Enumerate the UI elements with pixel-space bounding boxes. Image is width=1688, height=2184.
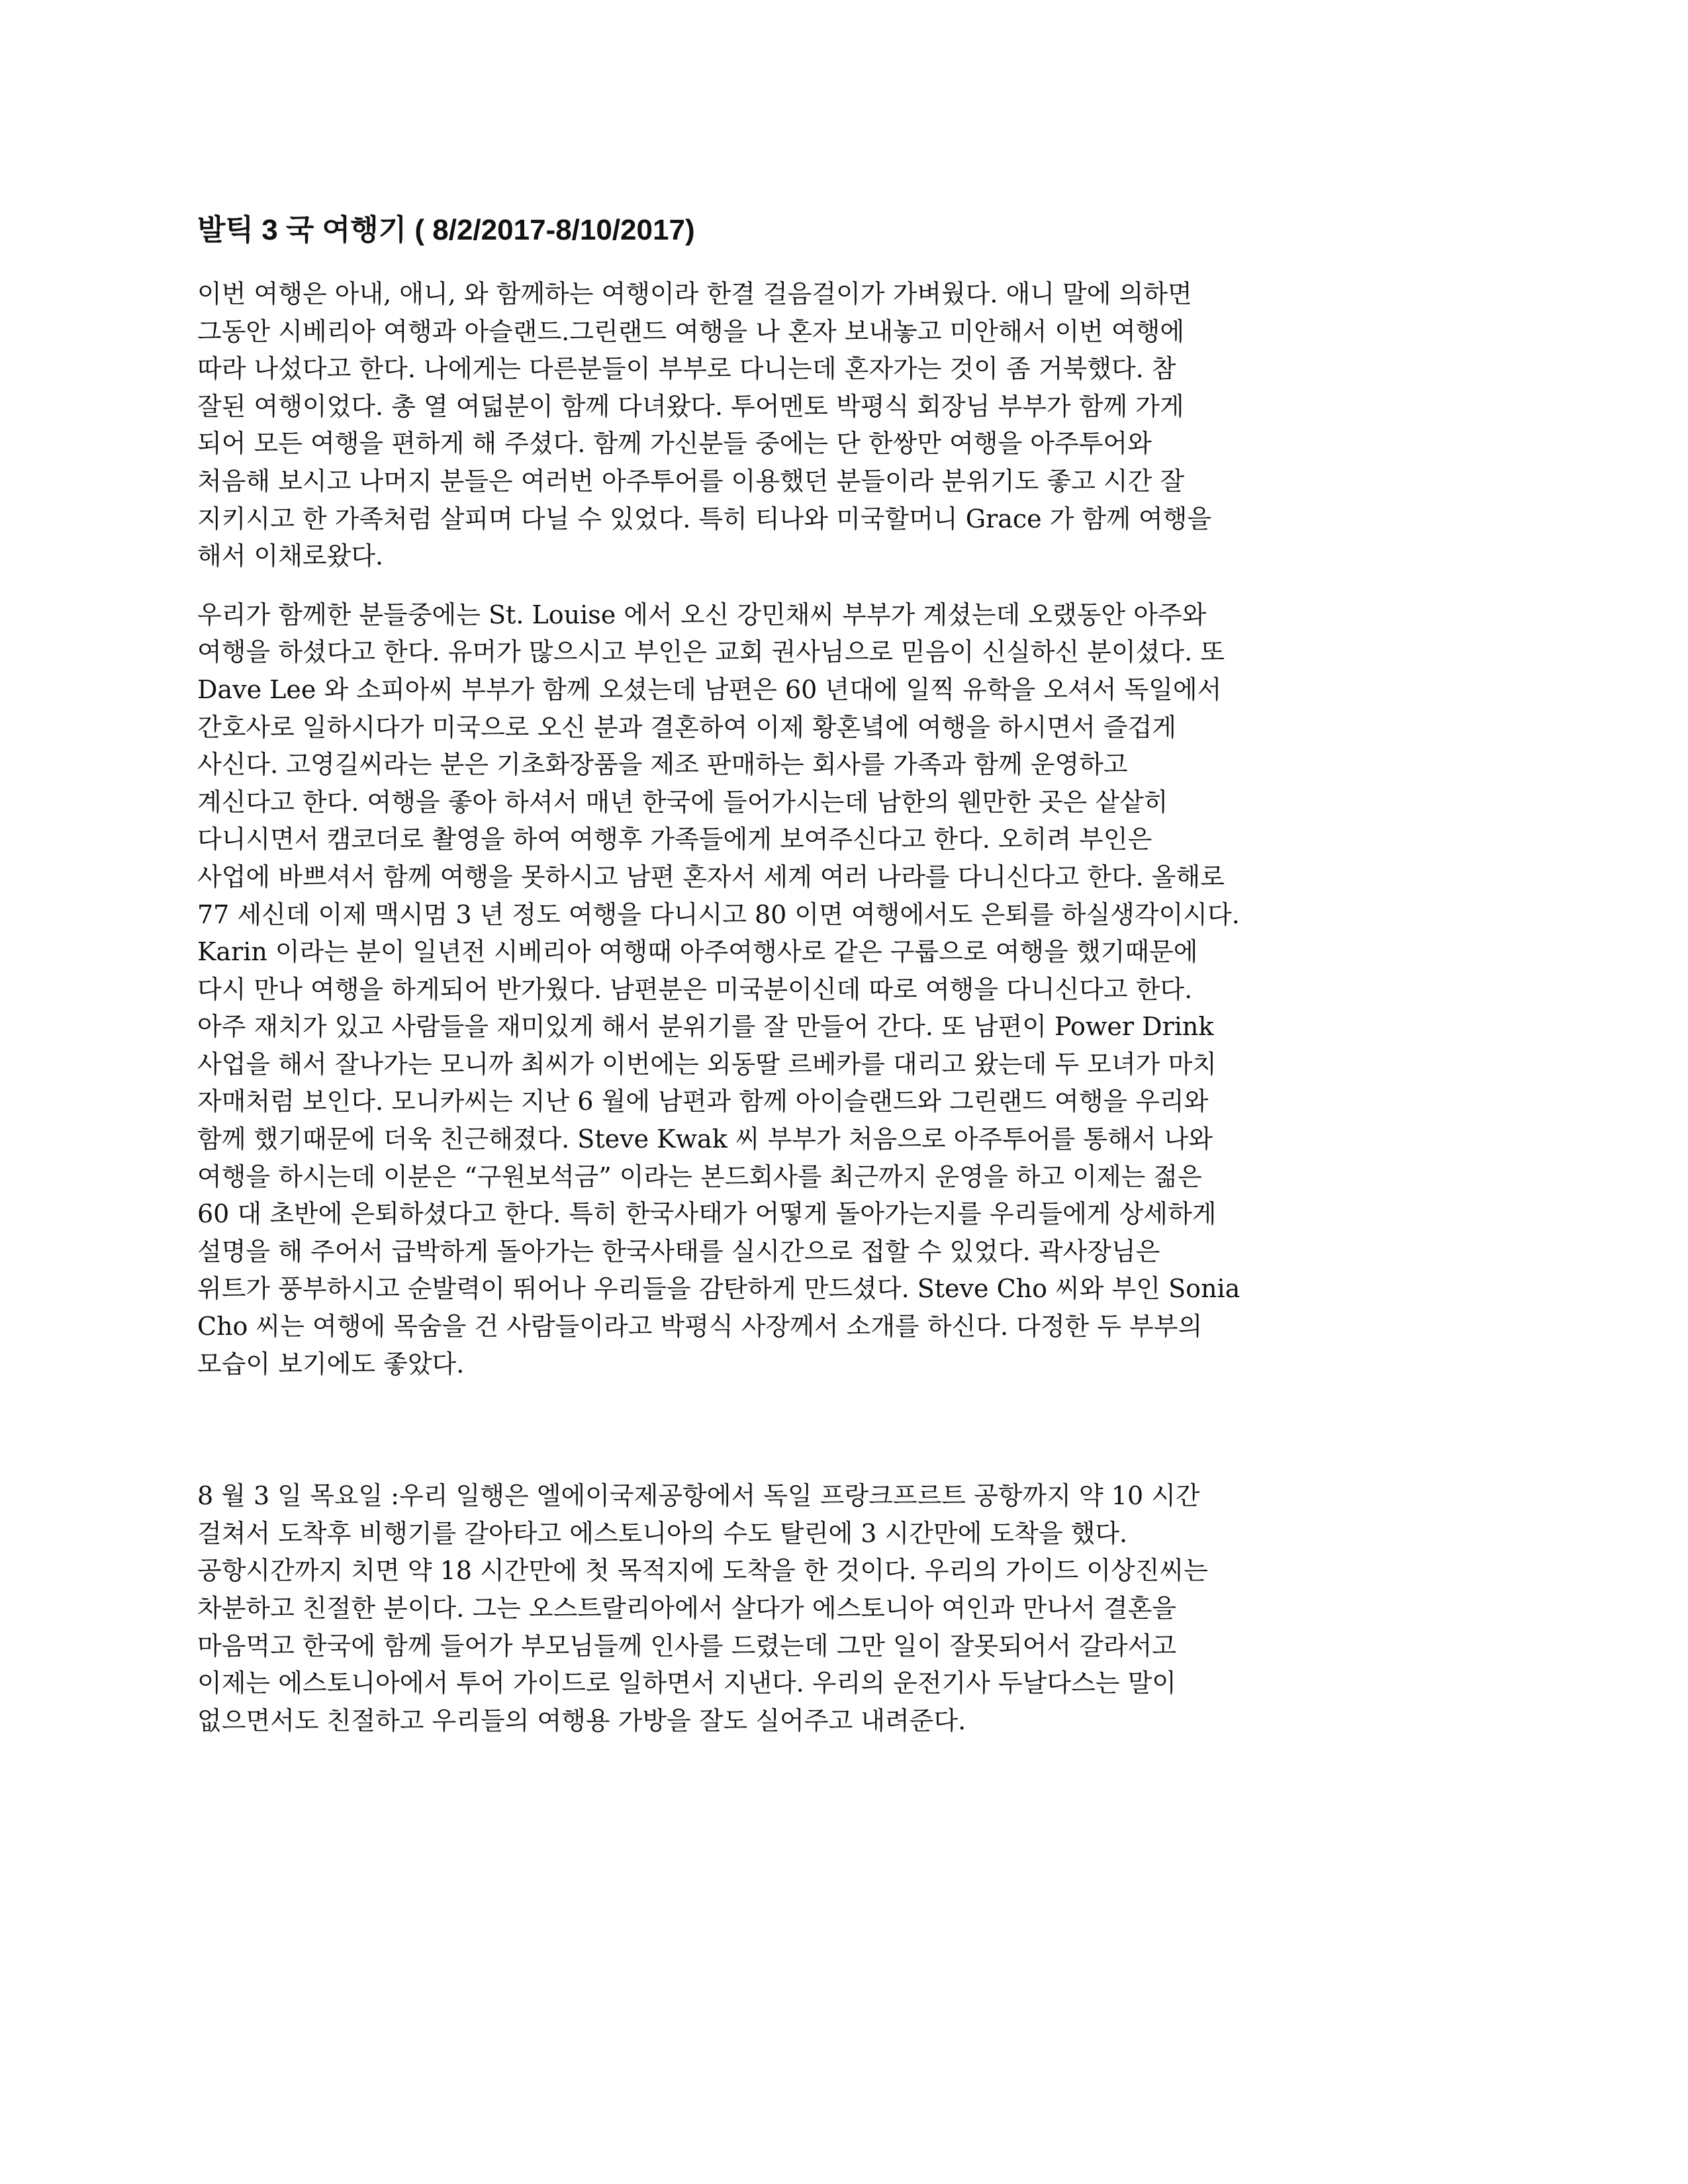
text-line: Cho 씨는 여행에 목숨을 건 사람들이라고 박평식 사장께서 소개를 하신다. 다정한 두 부부의 <box>197 1312 1203 1342</box>
text-line: 공항시간까지 치면 약 18 시간만에 첫 목적지에 도착을 한 것이다. 우리의 가이드 이상진씨는 <box>197 1556 1208 1586</box>
text-line: 60 대 초반에 은퇴하셨다고 한다. 특히 한국사태가 어떻게 돌아가는지를 우리들에게 상세하게 <box>197 1199 1217 1229</box>
text-line: 잘된 여행이었다. 총 열 여덟분이 함께 다녀왔다. 투어멘토 박평식 회장님 부부가 함께 가게 <box>197 391 1184 421</box>
text-line: Karin 이라는 분이 일년전 시베리아 여행때 아주여행사로 같은 구룹으로 여행을 했기때문에 <box>197 937 1198 967</box>
text-line: 처음해 보시고 나머지 분들은 여러번 아주투어를 이용했던 분들이라 분위기도 좋고 시간 잘 <box>197 466 1185 496</box>
text-line: 아주 재치가 있고 사람들을 재미있게 해서 분위기를 잘 만들어 간다. 또 남편이 Power Drink <box>197 1012 1214 1042</box>
text-line: 위트가 풍부하시고 순발력이 뛰어나 우리들을 감탄하게 만드셨다. Steve Cho 씨와 부인 Sonia <box>197 1274 1241 1304</box>
text-line: 간호사로 일하시다가 미국으로 오신 분과 결혼하여 이제 황혼녘에 여행을 하시면서 즐겁게 <box>197 712 1176 742</box>
text-line: 사업에 바쁘셔서 함께 여행을 못하시고 남편 혼자서 세계 여러 나라를 다니신다고 한다. 올해로 <box>197 862 1225 891</box>
text-line: Dave Lee 와 소피아씨 부부가 함께 오셨는데 남편은 60 년대에 일찍 유학을 오셔서 독일에서 <box>197 674 1222 704</box>
paragraph-companions <box>197 596 1501 1383</box>
paragraph-intro <box>197 275 1501 575</box>
text-line: 이번 여행은 아내, 애니, 와 함께하는 여행이라 한결 걸음걸이가 가벼웠다. 애니 말에 의하면 <box>197 279 1192 308</box>
text-line: 지키시고 한 가족처럼 살피며 다닐 수 있었다. 특히 티나와 미국할머니 Grace 가 함께 여행을 <box>197 504 1212 533</box>
text-line: 다니시면서 캠코더로 촬영을 하여 여행후 가족들에게 보여주신다고 한다. 오히려 부인은 <box>197 825 1152 854</box>
text-line: 여행을 하셨다고 한다. 유머가 많으시고 부인은 교회 권사님으로 믿음이 신실하신 분이셨다. 또 <box>197 637 1225 667</box>
text-line: 우리가 함께한 분들중에는 St. Louise 에서 오신 강민채씨 부부가 계셨는데 오랬동안 아주와 <box>197 600 1207 629</box>
text-line: 그동안 시베리아 여행과 아슬랜드.그린랜드 여행을 나 혼자 보내놓고 미안해서 이번 여행에 <box>197 316 1185 346</box>
text-line: 이제는 에스토니아에서 투어 가이드로 일하면서 지낸다. 우리의 운전기사 두날다스는 말이 <box>197 1668 1176 1698</box>
text-line: 사업을 해서 잘나가는 모니까 최씨가 이번에는 외동딸 르베카를 대리고 왔는데 두 모녀가 마치 <box>197 1049 1217 1079</box>
text-line: 차분하고 친절한 분이다. 그는 오스트랄리아에서 살다가 에스토니아 여인과 만나서 결혼을 <box>197 1594 1176 1623</box>
text-line: 없으면서도 친절하고 우리들의 여행용 가방을 잘도 실어주고 내려준다. <box>197 1706 966 1735</box>
text-line: 모습이 보기에도 좋았다. <box>197 1349 465 1379</box>
text-line: 8 월 3 일 목요일 :우리 일행은 엘에이국제공항에서 독일 프랑크프르트 공항까지 약 10 시간 <box>197 1481 1200 1511</box>
text-line: 77 세신데 이제 맥시멈 3 년 정도 여행을 다니시고 80 이면 여행에서도 은퇴를 하실생각이시다. <box>197 899 1240 929</box>
text-line: 해서 이채로왔다. <box>197 541 384 571</box>
paragraph-day-one <box>197 1477 1501 1739</box>
document-title: 발틱 3 국 여행기 ( 8/2/2017-8/10/2017) <box>197 214 695 246</box>
text-line: 다시 만나 여행을 하게되어 반가웠다. 남편분은 미국분이신데 따로 여행을 다니신다고 한다. <box>197 974 1193 1004</box>
text-line: 설명을 해 주어서 급박하게 돌아가는 한국사태를 실시간으로 접할 수 있었다. 곽사장님은 <box>197 1236 1160 1266</box>
text-line: 함께 했기때문에 더욱 친근해졌다. Steve Kwak 씨 부부가 처음으로 아주투어를 통해서 나와 <box>197 1124 1213 1154</box>
text-line: 사신다. 고영길씨라는 분은 기초화장품을 제조 판매하는 회사를 가족과 함께 운영하고 <box>197 750 1128 780</box>
document-body <box>197 210 1501 1739</box>
text-line: 계신다고 한다. 여행을 좋아 하셔서 매년 한국에 들어가시는데 남한의 웬만한 곳은 샅샅히 <box>197 787 1168 817</box>
text-line: 걸쳐서 도착후 비행기를 갈아타고 에스토니아의 수도 탈린에 3 시간만에 도착을 했다. <box>197 1518 1128 1548</box>
text-line: 자매처럼 보인다. 모니카씨는 지난 6 월에 남편과 함께 아이슬랜드와 그린랜드 여행을 우리와 <box>197 1087 1209 1116</box>
text-line: 마음먹고 한국에 함께 들어가 부모님들께 인사를 드렸는데 그만 일이 잘못되어서 갈라서고 <box>197 1631 1176 1661</box>
text-line: 여행을 하시는데 이분은 “구원보석금” 이라는 본드회사를 최근까지 운영을 하고 이제는 젊은 <box>197 1161 1202 1191</box>
text-line: 되어 모든 여행을 편하게 해 주셨다. 함께 가신분들 중에는 단 한쌍만 여행을 아주투어와 <box>197 429 1152 459</box>
text-line: 따라 나섰다고 한다. 나에게는 다른분들이 부부로 다니는데 혼자가는 것이 좀 거북했다. 참 <box>197 354 1176 384</box>
